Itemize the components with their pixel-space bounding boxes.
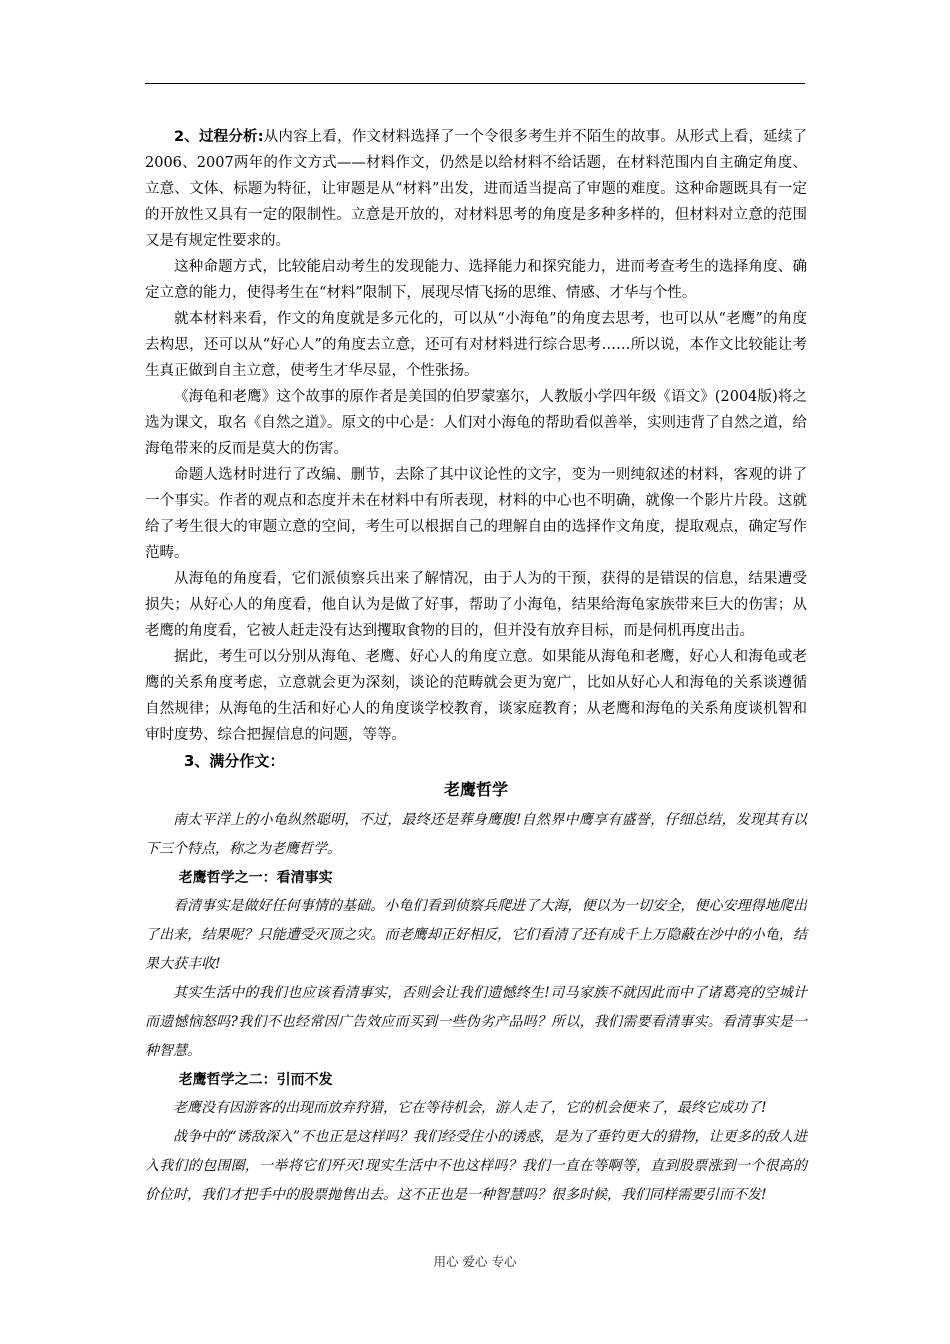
- essay-part-1-heading: 老鹰哲学之一：看清事实: [178, 870, 333, 886]
- essay-paragraph: 其实生活中的我们也应该看清事实，否则会让我们遗憾终生!司马家族不就因此而中了诸葛亮的空城计而遗憾恼怒吗?我们不也经常因广告效应而买到一些伪劣产品吗？所以，我们需要看清事实。看清事实是一种智慧。: [145, 985, 807, 1059]
- section-2-paragraph: 命题人选材时进行了改编、删节，去除了其中议论性的文字，变为一则纯叙述的材料，客观的讲了一个事实。作者的观点和态度并未在材料中有所表现，材料的中心也不明确，就像一个影片片段。这就给了考生很大的审题立意的空间，考生可以根据自己的理解自由的选择作文角度，提取观点，确定写作范畴。: [145, 467, 807, 561]
- essay-paragraph: 看清事实是做好任何事情的基础。小龟们看到侦察兵爬进了大海，便以为一切安全，便心安理得地爬出了出来，结果呢？只能遭受灭顶之灾。而老鹰却正好相反，它们看清了还有成千上万隐蔽在沙中的小龟，结果大获丰收!: [145, 898, 807, 972]
- section-2-paragraph: 就本材料来看，作文的角度就是多元化的，可以从“小海龟”的角度去思考，也可以从“老鹰”的角度去构思，还可以从“好心人”的角度去立意，还可有对材料进行综合思考……所以说，本作文比较能让考生真正做到自主立意，使考生才华尽显，个性张扬。: [145, 311, 807, 379]
- essay-part-2-heading: 老鹰哲学之二：引而不发: [178, 1072, 333, 1088]
- section-2-intro: [145, 124, 807, 254]
- essay-paragraph: 战争中的“诱敌深入”不也正是这样吗？我们经受住小的诱惑，是为了垂钓更大的猎物，让更多的敌人进入我们的包围圈，一举将它们歼灭!现实生活中不也这样吗？我们一直在等啊等，直到股票涨到一个很高的价位时，我们才把手中的股票抛售出去。这不正也是一种智慧吗？很多时候，我们同样需要引而不发!: [145, 1129, 807, 1203]
- essay-title: 老鹰哲学: [443, 780, 508, 799]
- header-rule: [145, 83, 805, 84]
- page-footer: 用心 爱心 专心: [433, 1254, 517, 1269]
- essay-paragraph: 老鹰没有因游客的出现而放弃狩猎，它在等待机会，游人走了，它的机会便来了，最终它成功了!: [173, 1100, 767, 1116]
- section-3-heading: 3、满分作文：: [184, 752, 285, 770]
- section-2-heading: 2、过程分析:: [174, 129, 264, 145]
- section-2-paragraph: 从海龟的角度看，它们派侦察兵出来了解情况，由于人为的干预，获得的是错误的信息，结果遭受损失；从好心人的角度看，他自认为是做了好事，帮助了小海龟，结果给海龟家族带来巨大的伤害；从老鹰的角度看，它被人赶走没有达到攫取食物的目的，但并没有放弃目标，而是伺机再度出击。: [145, 571, 807, 639]
- section-2-paragraph: 据此，考生可以分别从海龟、老鹰、好心人的角度立意。如果能从海龟和老鹰，好心人和海龟或老鹰的关系角度考虑，立意就会更为深刻，谈论的范畴就会更为宽广，比如从好心人和海龟的关系谈遵循自然规律；从海龟的生活和好心人的角度谈学校教育，谈家庭教育；从老鹰和海龟的关系角度谈机智和审时度势、综合把握信息的问题，等等。: [145, 649, 807, 743]
- essay-intro: 南太平洋上的小龟纵然聪明，不过，最终还是葬身鹰腹!自然界中鹰享有盛誉，仔细总结，发现其有以下三个特点，称之为老鹰哲学。: [145, 812, 807, 857]
- document-body: [145, 124, 807, 1210]
- section-2-paragraph: 这种命题方式，比较能启动考生的发现能力、选择能力和探究能力，进而考查考生的选择角度、确定立意的能力，使得考生在“材料”限制下，展现尽情飞扬的思维、情感、才华与个性。: [145, 259, 807, 301]
- section-2-intro-text: 从内容上看，作文材料选择了一个令很多考生并不陌生的故事。从形式上看，延续了2006、2007两年的作文方式——材料作文，仍然是以给材料不给话题，在材料范围内自主确定角度、立意、文体、标题为特征，让审题是从“材料”出发，进而适当提高了审题的难度。这种命题既具有一定的开放性又具有一定的限制性。立意是开放的，对材料思考的角度是多种多样的，但材料对立意的范围又是有规定性要求的。: [145, 129, 808, 249]
- section-2-paragraph: 《海龟和老鹰》这个故事的原作者是美国的伯罗蒙塞尔，人教版小学四年级《语文》(2004版)将之选为课文，取名《自然之道》。原文的中心是：人们对小海龟的帮助看似善举，实则违背了自然之道，给海龟带来的反而是莫大的伤害。: [145, 389, 807, 457]
